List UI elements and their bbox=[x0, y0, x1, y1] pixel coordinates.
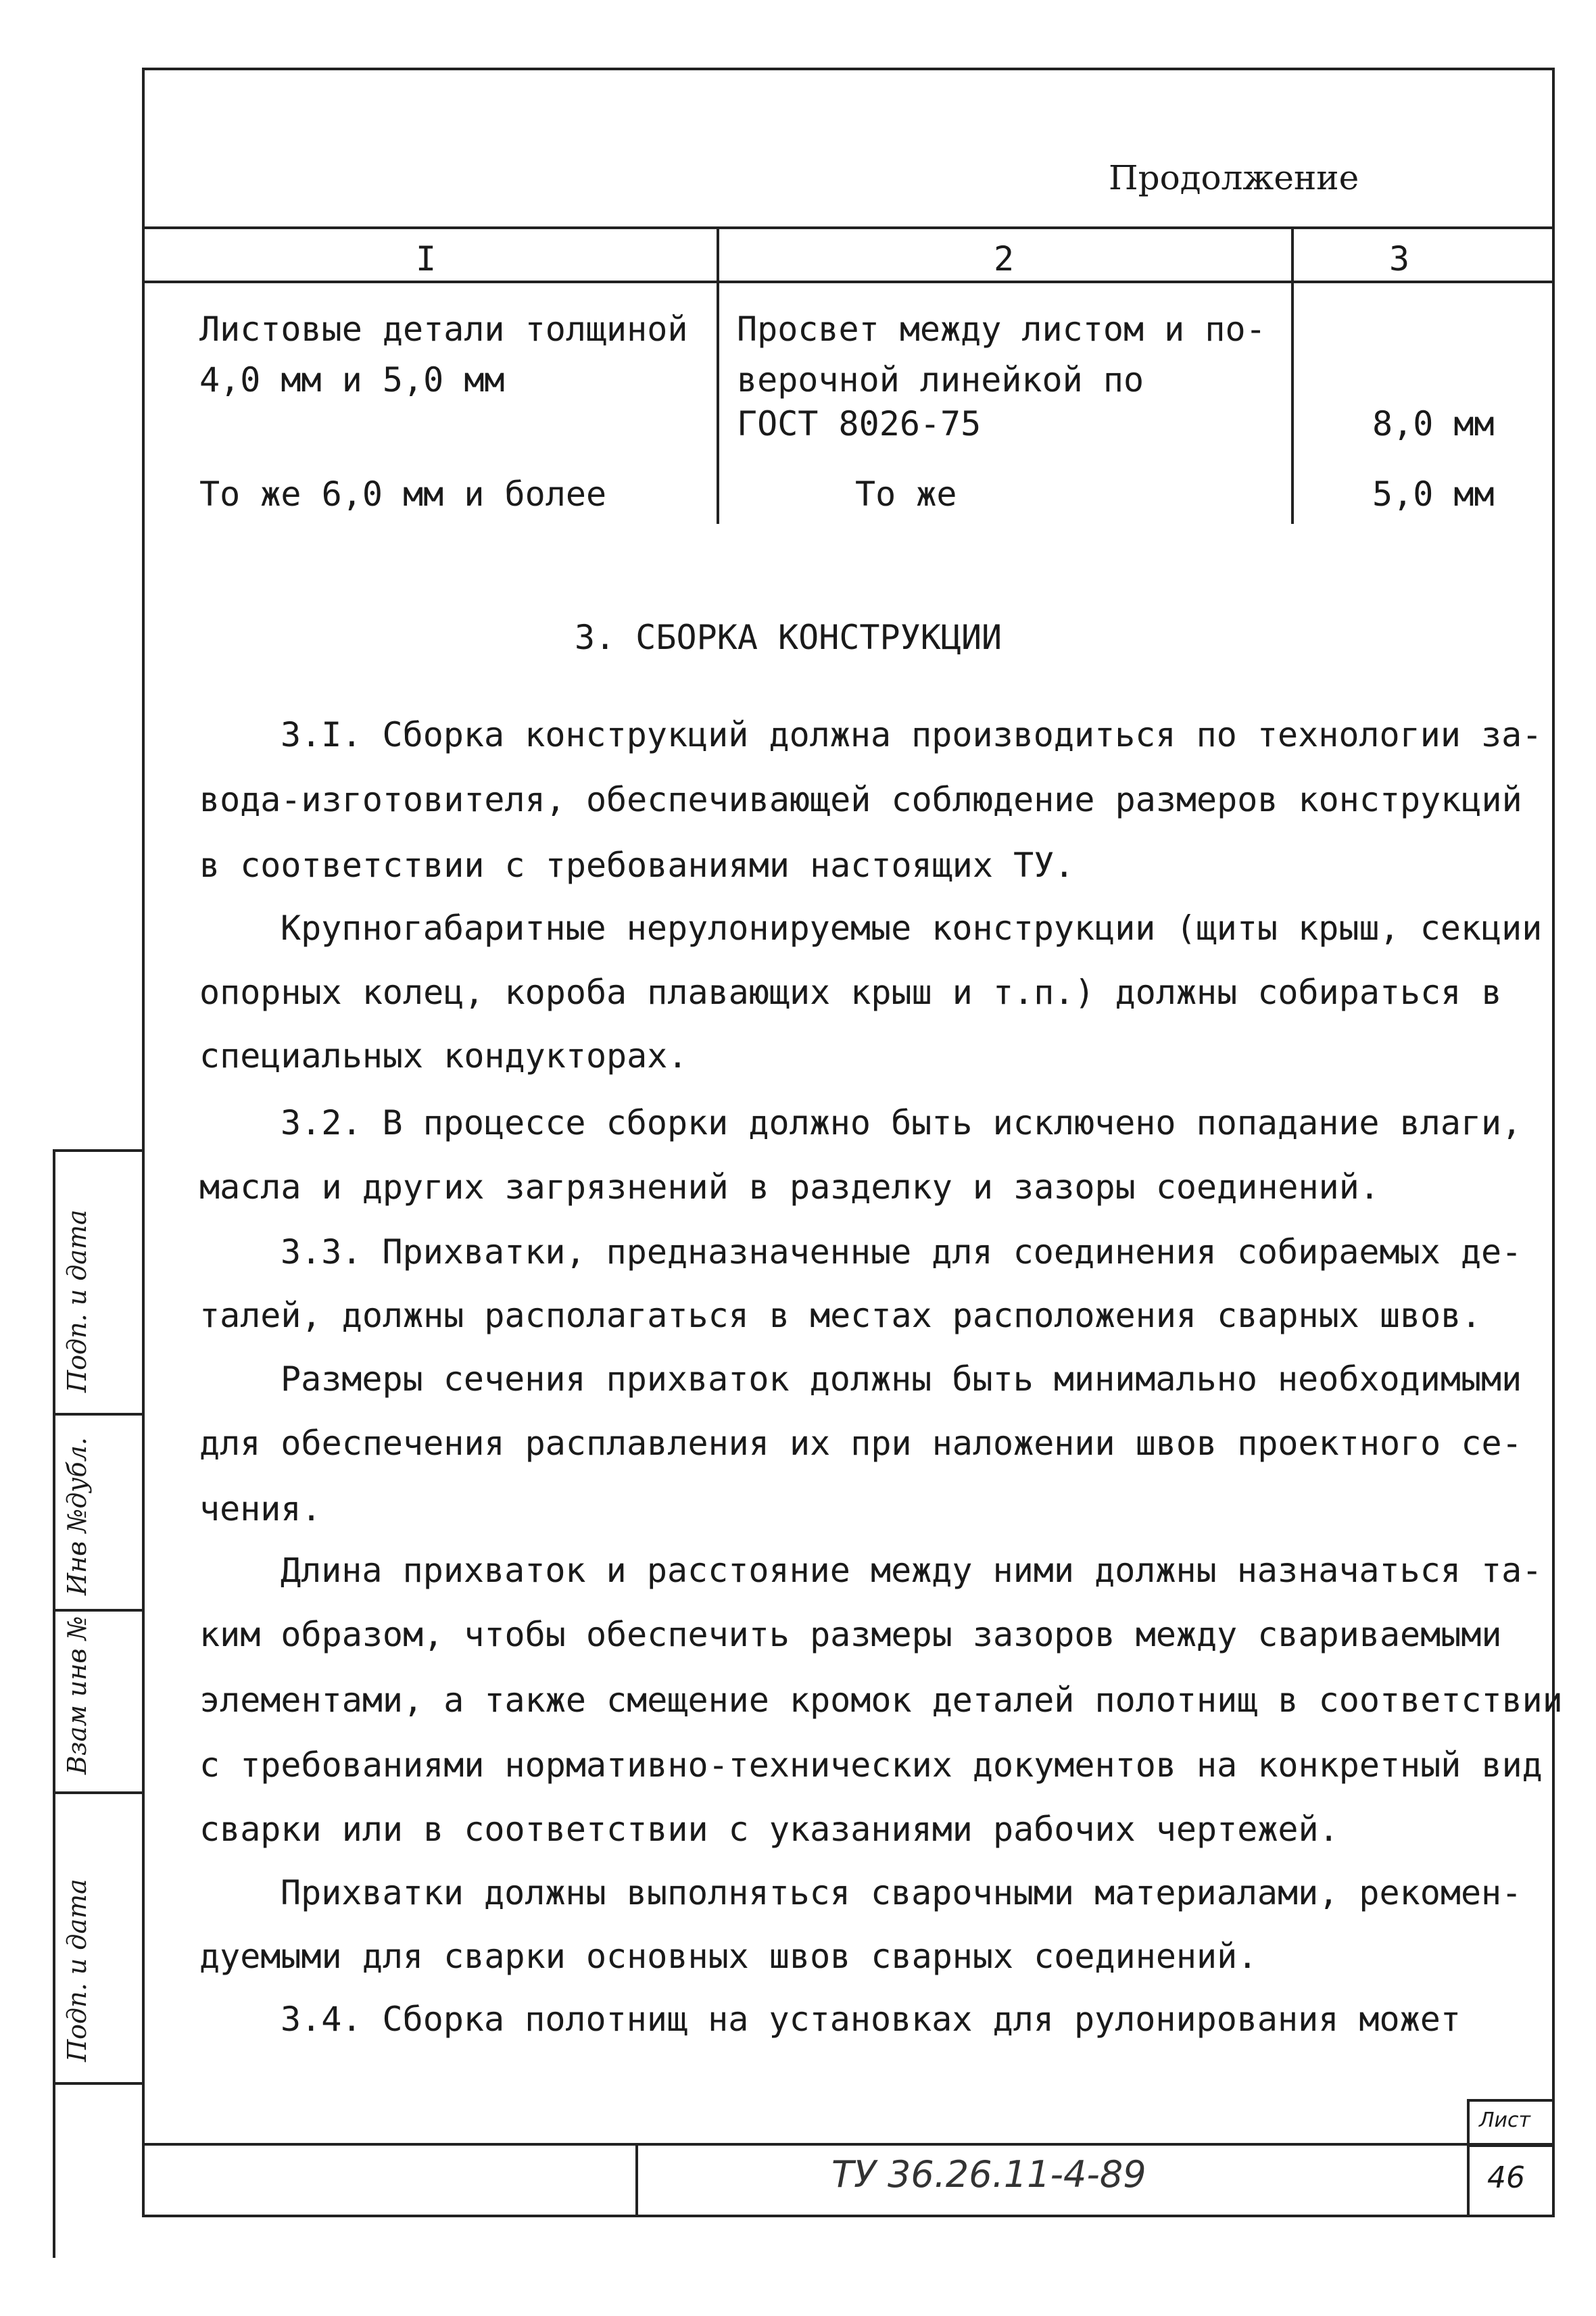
footer-sheet-box-top bbox=[1467, 2099, 1555, 2102]
table-cell: 4,0 мм и 5,0 мм bbox=[199, 360, 505, 400]
body-line: опорных колец, короба плавающих крыш и т.п.) должны собираться в bbox=[199, 973, 1502, 1012]
body-line: 3.I. Сборка конструкций должна производиться по технологии за- bbox=[281, 715, 1543, 754]
table-cell: То же bbox=[855, 475, 957, 514]
sidebar-label: Подп. и дата bbox=[62, 1209, 92, 1393]
sidebar-divider bbox=[53, 1149, 142, 1152]
section-title: 3. СБОРКА КОНСТРУКЦИИ bbox=[575, 618, 1002, 657]
sidebar-label: Взам инв № bbox=[62, 1616, 92, 1775]
table-cell: 5,0 мм bbox=[1372, 475, 1495, 514]
body-line: чения. bbox=[199, 1489, 322, 1528]
table-col-header-2: 2 bbox=[994, 239, 1015, 279]
document-code: ТУ 36.26.11-4-89 bbox=[831, 2153, 1146, 2196]
table-col-divider-1 bbox=[717, 226, 719, 524]
table-cell: верочной линейкой по bbox=[737, 360, 1144, 400]
sidebar-divider bbox=[53, 2082, 142, 2085]
body-line: Размеры сечения прихваток должны быть минимально необходимыми bbox=[281, 1359, 1522, 1399]
table-col-header-3: 3 bbox=[1389, 239, 1410, 279]
body-line: дуемыми для сварки основных швов сварных соединений. bbox=[199, 1937, 1258, 1976]
body-line: сварки или в соответствии с указаниями рабочих чертежей. bbox=[199, 1810, 1339, 1849]
table-cell: Просвет между листом и по- bbox=[737, 310, 1266, 349]
table-cell: ГОСТ 8026-75 bbox=[737, 404, 982, 443]
sidebar-outer-line bbox=[53, 1149, 55, 2258]
body-line: 3.4. Сборка полотнищ на установках для рулонирования может bbox=[281, 2000, 1461, 2039]
table-col-divider-2 bbox=[1291, 226, 1294, 524]
body-line: 3.3. Прихватки, предназначенные для соединения собираемых де- bbox=[281, 1232, 1522, 1272]
footer-divider bbox=[635, 2143, 638, 2217]
sidebar-divider bbox=[53, 1609, 142, 1612]
sidebar-label: Подп. и дата bbox=[62, 1879, 92, 2062]
table-cell: Листовые детали толщиной bbox=[199, 310, 688, 349]
body-line: ким образом, чтобы обеспечить размеры зазоров между свариваемыми bbox=[199, 1615, 1502, 1654]
body-line: для обеспечения расплавления их при наложении швов проектного се- bbox=[199, 1424, 1522, 1463]
sidebar-label: Инв №дубл. bbox=[62, 1437, 92, 1595]
table-col-header-1: I bbox=[416, 239, 437, 279]
body-line: элементами, а также смещение кромок деталей полотнищ в соответствии bbox=[199, 1681, 1563, 1720]
body-line: масла и других загрязнений в разделку и зазоры соединений. bbox=[199, 1167, 1380, 1207]
table-cell: То же 6,0 мм и более bbox=[199, 475, 607, 514]
body-line: Прихватки должны выполняться сварочными материалами, рекомен- bbox=[281, 1873, 1522, 1912]
table-header-line bbox=[142, 281, 1555, 283]
sidebar-divider bbox=[53, 1413, 142, 1416]
table-top-line bbox=[142, 226, 1555, 229]
sidebar-divider bbox=[53, 1791, 142, 1794]
body-line: с требованиями нормативно-технических документов на конкретный вид bbox=[199, 1745, 1543, 1785]
footer-sheet-box-mid bbox=[1467, 2144, 1555, 2147]
body-line: Длина прихваток и расстояние между ними должны назначаться та- bbox=[281, 1551, 1543, 1590]
table-cell: 8,0 мм bbox=[1372, 404, 1495, 443]
sheet-label: Лист bbox=[1479, 2108, 1531, 2132]
footer-sheet-divider bbox=[1467, 2099, 1470, 2217]
body-line: специальных кондукторах. bbox=[199, 1036, 688, 1076]
footer-top-line bbox=[142, 2143, 1555, 2146]
body-line: талей, должны располагаться в местах расположения сварных швов. bbox=[199, 1296, 1482, 1335]
continuation-label: Продолжение bbox=[1109, 158, 1359, 197]
body-line: Крупногабаритные нерулонируемые конструкции (щиты крыш, секции bbox=[281, 909, 1543, 948]
body-line: 3.2. В процессе сборки должно быть исключено попадание влаги, bbox=[281, 1103, 1522, 1142]
body-line: вода-изготовителя, обеспечивающей соблюдение размеров конструкций bbox=[199, 780, 1522, 819]
body-line: в соответствии с требованиями настоящих ТУ. bbox=[199, 846, 1075, 885]
sheet-number: 46 bbox=[1487, 2161, 1525, 2195]
